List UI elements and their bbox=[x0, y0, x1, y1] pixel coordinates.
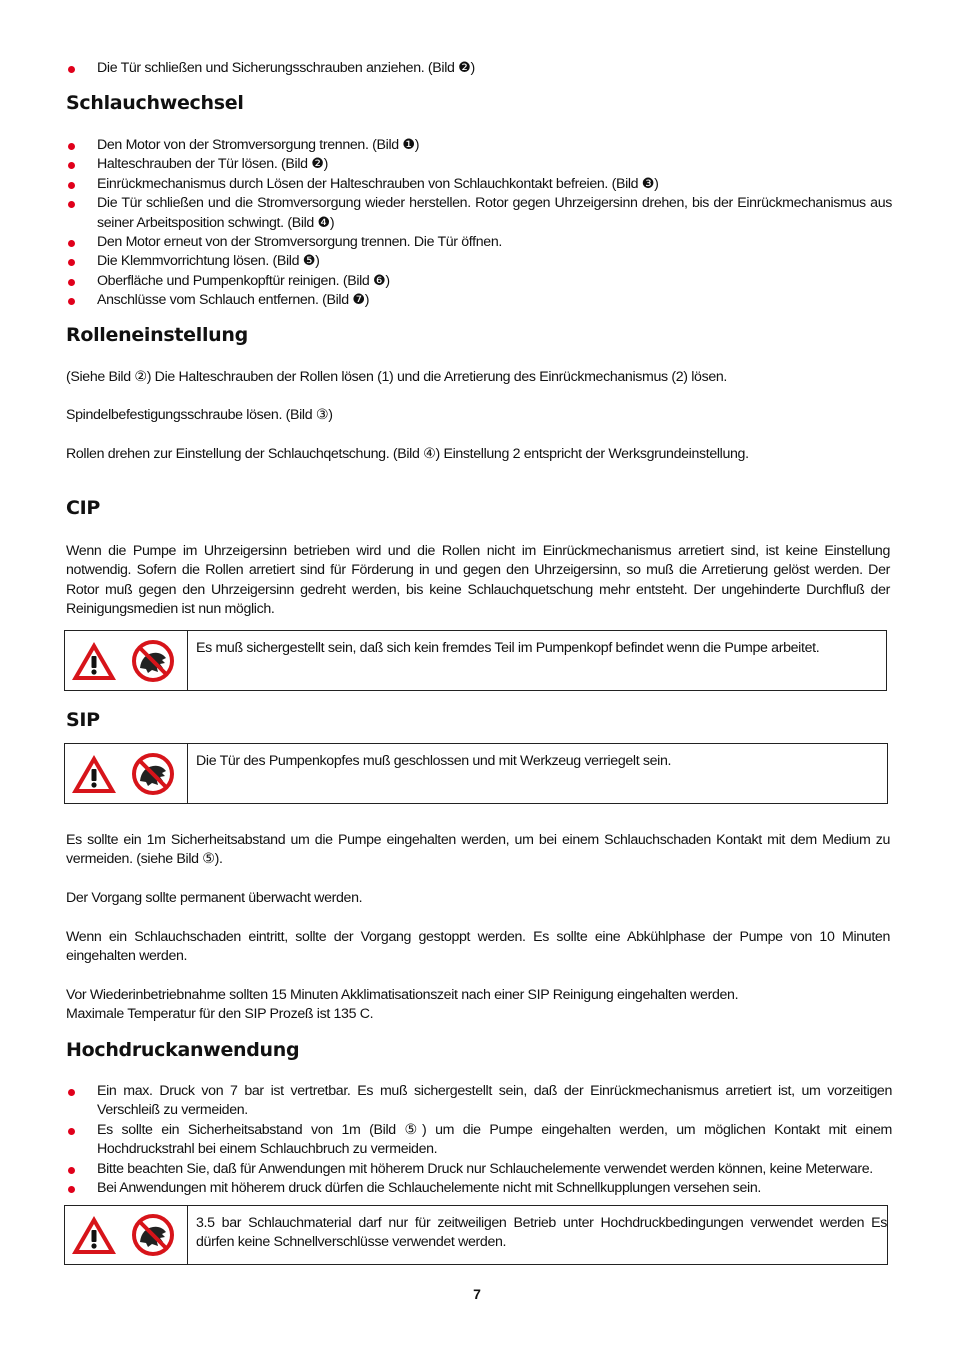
list-item: Ein max. Druck von 7 bar ist vertretbar. Es muß sichergestellt sein, daß der Einrückmechanismus arretiert ist, um vorzeitigen Verschleiß zu vermeiden. bbox=[66, 1082, 892, 1121]
no-hands-prohibition-icon bbox=[134, 755, 172, 793]
section-heading-hochdruckanwendung: Hochdruckanwendung bbox=[66, 1039, 300, 1061]
list-item: Die Klemmvorrichtung lösen. (Bild ❺) bbox=[66, 252, 892, 271]
warning-box bbox=[64, 1205, 888, 1265]
list-item: Bitte beachten Sie, daß für Anwendungen mit höherem Druck nur Schlauchelemente verwendet werden können, keine Meterware. bbox=[66, 1160, 892, 1179]
paragraph: Es sollte ein 1m Sicherheitsabstand um die Pumpe eingehalten werden, um bei einem Schlauchschaden Kontakt mit dem Medium zu vermeiden. (siehe Bild ⑤). bbox=[66, 832, 890, 868]
warning-box bbox=[64, 743, 888, 804]
list-item: Die Tür schließen und die Stromversorgung wieder herstellen. Rotor gegen Uhrzeigersinn drehen, bis der Einrückmechanismus aus seiner Arbeitsposition schwingt. (Bild ❹) bbox=[66, 194, 892, 233]
list-item: Es sollte ein Sicherheitsabstand von 1m (Bild ⑤) um die Pumpe eingehalten werden, um möglichen Kontakt mit einem Hochdruckstrahl bei einem Schlauchbruch zu vermeiden. bbox=[66, 1121, 892, 1160]
list-item: Die Tür schließen und Sicherungsschrauben anziehen. (Bild ❷) bbox=[66, 59, 892, 78]
warning-text: Es muß sichergestellt sein, daß sich kein fremdes Teil im Pumpenkopf befindet wenn die Pumpe arbeitet. bbox=[196, 640, 820, 656]
list-item: Anschlüsse vom Schlauch entfernen. (Bild ❼) bbox=[66, 291, 892, 310]
list-item: Bei Anwendungen mit höherem druck dürfen die Schlauchelemente nicht mit Schnellkupplungen versehen sein. bbox=[66, 1179, 892, 1198]
list-item: Einrückmechanismus durch Lösen der Halteschrauben von Schlauchkontakt befreien. (Bild ❸) bbox=[66, 175, 892, 194]
section-heading-rolleneinstellung: Rolleneinstellung bbox=[66, 324, 248, 346]
paragraph: Rollen drehen zur Einstellung der Schlauchqetschung. (Bild ④) Einstellung 2 entspricht der Werksgrundeinstellung. bbox=[66, 446, 749, 462]
no-hands-prohibition-icon bbox=[134, 642, 172, 680]
warning-icons bbox=[65, 631, 188, 690]
list-item: Halteschrauben der Tür lösen. (Bild ❷) bbox=[66, 155, 892, 174]
section-heading-cip: CIP bbox=[66, 497, 101, 519]
warning-triangle-icon bbox=[72, 755, 116, 793]
schlauchwechsel-list bbox=[66, 136, 892, 311]
warning-icons bbox=[65, 744, 188, 803]
warning-box bbox=[64, 630, 887, 691]
hochdruck-list bbox=[66, 1082, 892, 1198]
paragraph: Wenn die Pumpe im Uhrzeigersinn betrieben wird und die Rollen nicht im Einrückmechanismus arretiert sind, ist keine Einstellung notwendig. Sofern die Rollen arretiert sind für Förderung in und gegen den Uhrzeigersinn, so muß die Arretierung gelöst werden. Der Rotor muß gegen den Uhrzeigersinn gedreht werden, bis keine Schlauchquetschung mehr entsteht. Der ungehinderte Durchfluß der Reinigungsmedien ist nun möglich. bbox=[66, 543, 890, 618]
section-heading-schlauchwechsel: Schlauchwechsel bbox=[66, 92, 244, 114]
warning-triangle-icon bbox=[72, 1216, 116, 1254]
warning-triangle-icon bbox=[72, 642, 116, 680]
warning-text: Die Tür des Pumpenkopfes muß geschlossen und mit Werkzeug verriegelt sein. bbox=[196, 753, 672, 769]
paragraph: Der Vorgang sollte permanent überwacht werden. bbox=[66, 890, 363, 906]
list-item: Den Motor erneut von der Stromversorgung trennen. Die Tür öffnen. bbox=[66, 233, 892, 252]
no-hands-prohibition-icon bbox=[134, 1216, 172, 1254]
paragraph: Maximale Temperatur für den SIP Prozeß ist 135 C. bbox=[66, 1006, 374, 1022]
warning-text: 3.5 bar Schlauchmaterial darf nur für zeitweiligen Betrieb unter Hochdruckbedingungen verwendet werden Es dürfen keine Schnellverschlüsse verwendet werden. bbox=[196, 1215, 887, 1251]
paragraph: (Siehe Bild ②) Die Halteschrauben der Rollen lösen (1) und die Arretierung des Einrückmechanismus (2) lösen. bbox=[66, 369, 727, 385]
paragraph: Vor Wiederinbetriebnahme sollten 15 Minuten Akklimatisationszeit nach einer SIP Reinigung eingehalten werden. bbox=[66, 987, 739, 1003]
list-item: Den Motor von der Stromversorgung trennen. (Bild ❶) bbox=[66, 136, 892, 155]
section-heading-sip: SIP bbox=[66, 709, 100, 731]
paragraph: Wenn ein Schlauchschaden eintritt, sollte der Vorgang gestoppt werden. Es sollte eine Abkühlphase der Pumpe von 10 Minuten eingehalten werden. bbox=[66, 929, 890, 965]
intro-list bbox=[66, 59, 892, 78]
list-item: Oberfläche und Pumpenkopftür reinigen. (Bild ❻) bbox=[66, 272, 892, 291]
paragraph: Spindelbefestigungsschraube lösen. (Bild ③) bbox=[66, 407, 333, 423]
warning-icons bbox=[65, 1206, 188, 1264]
page-number: 7 bbox=[473, 1286, 481, 1302]
